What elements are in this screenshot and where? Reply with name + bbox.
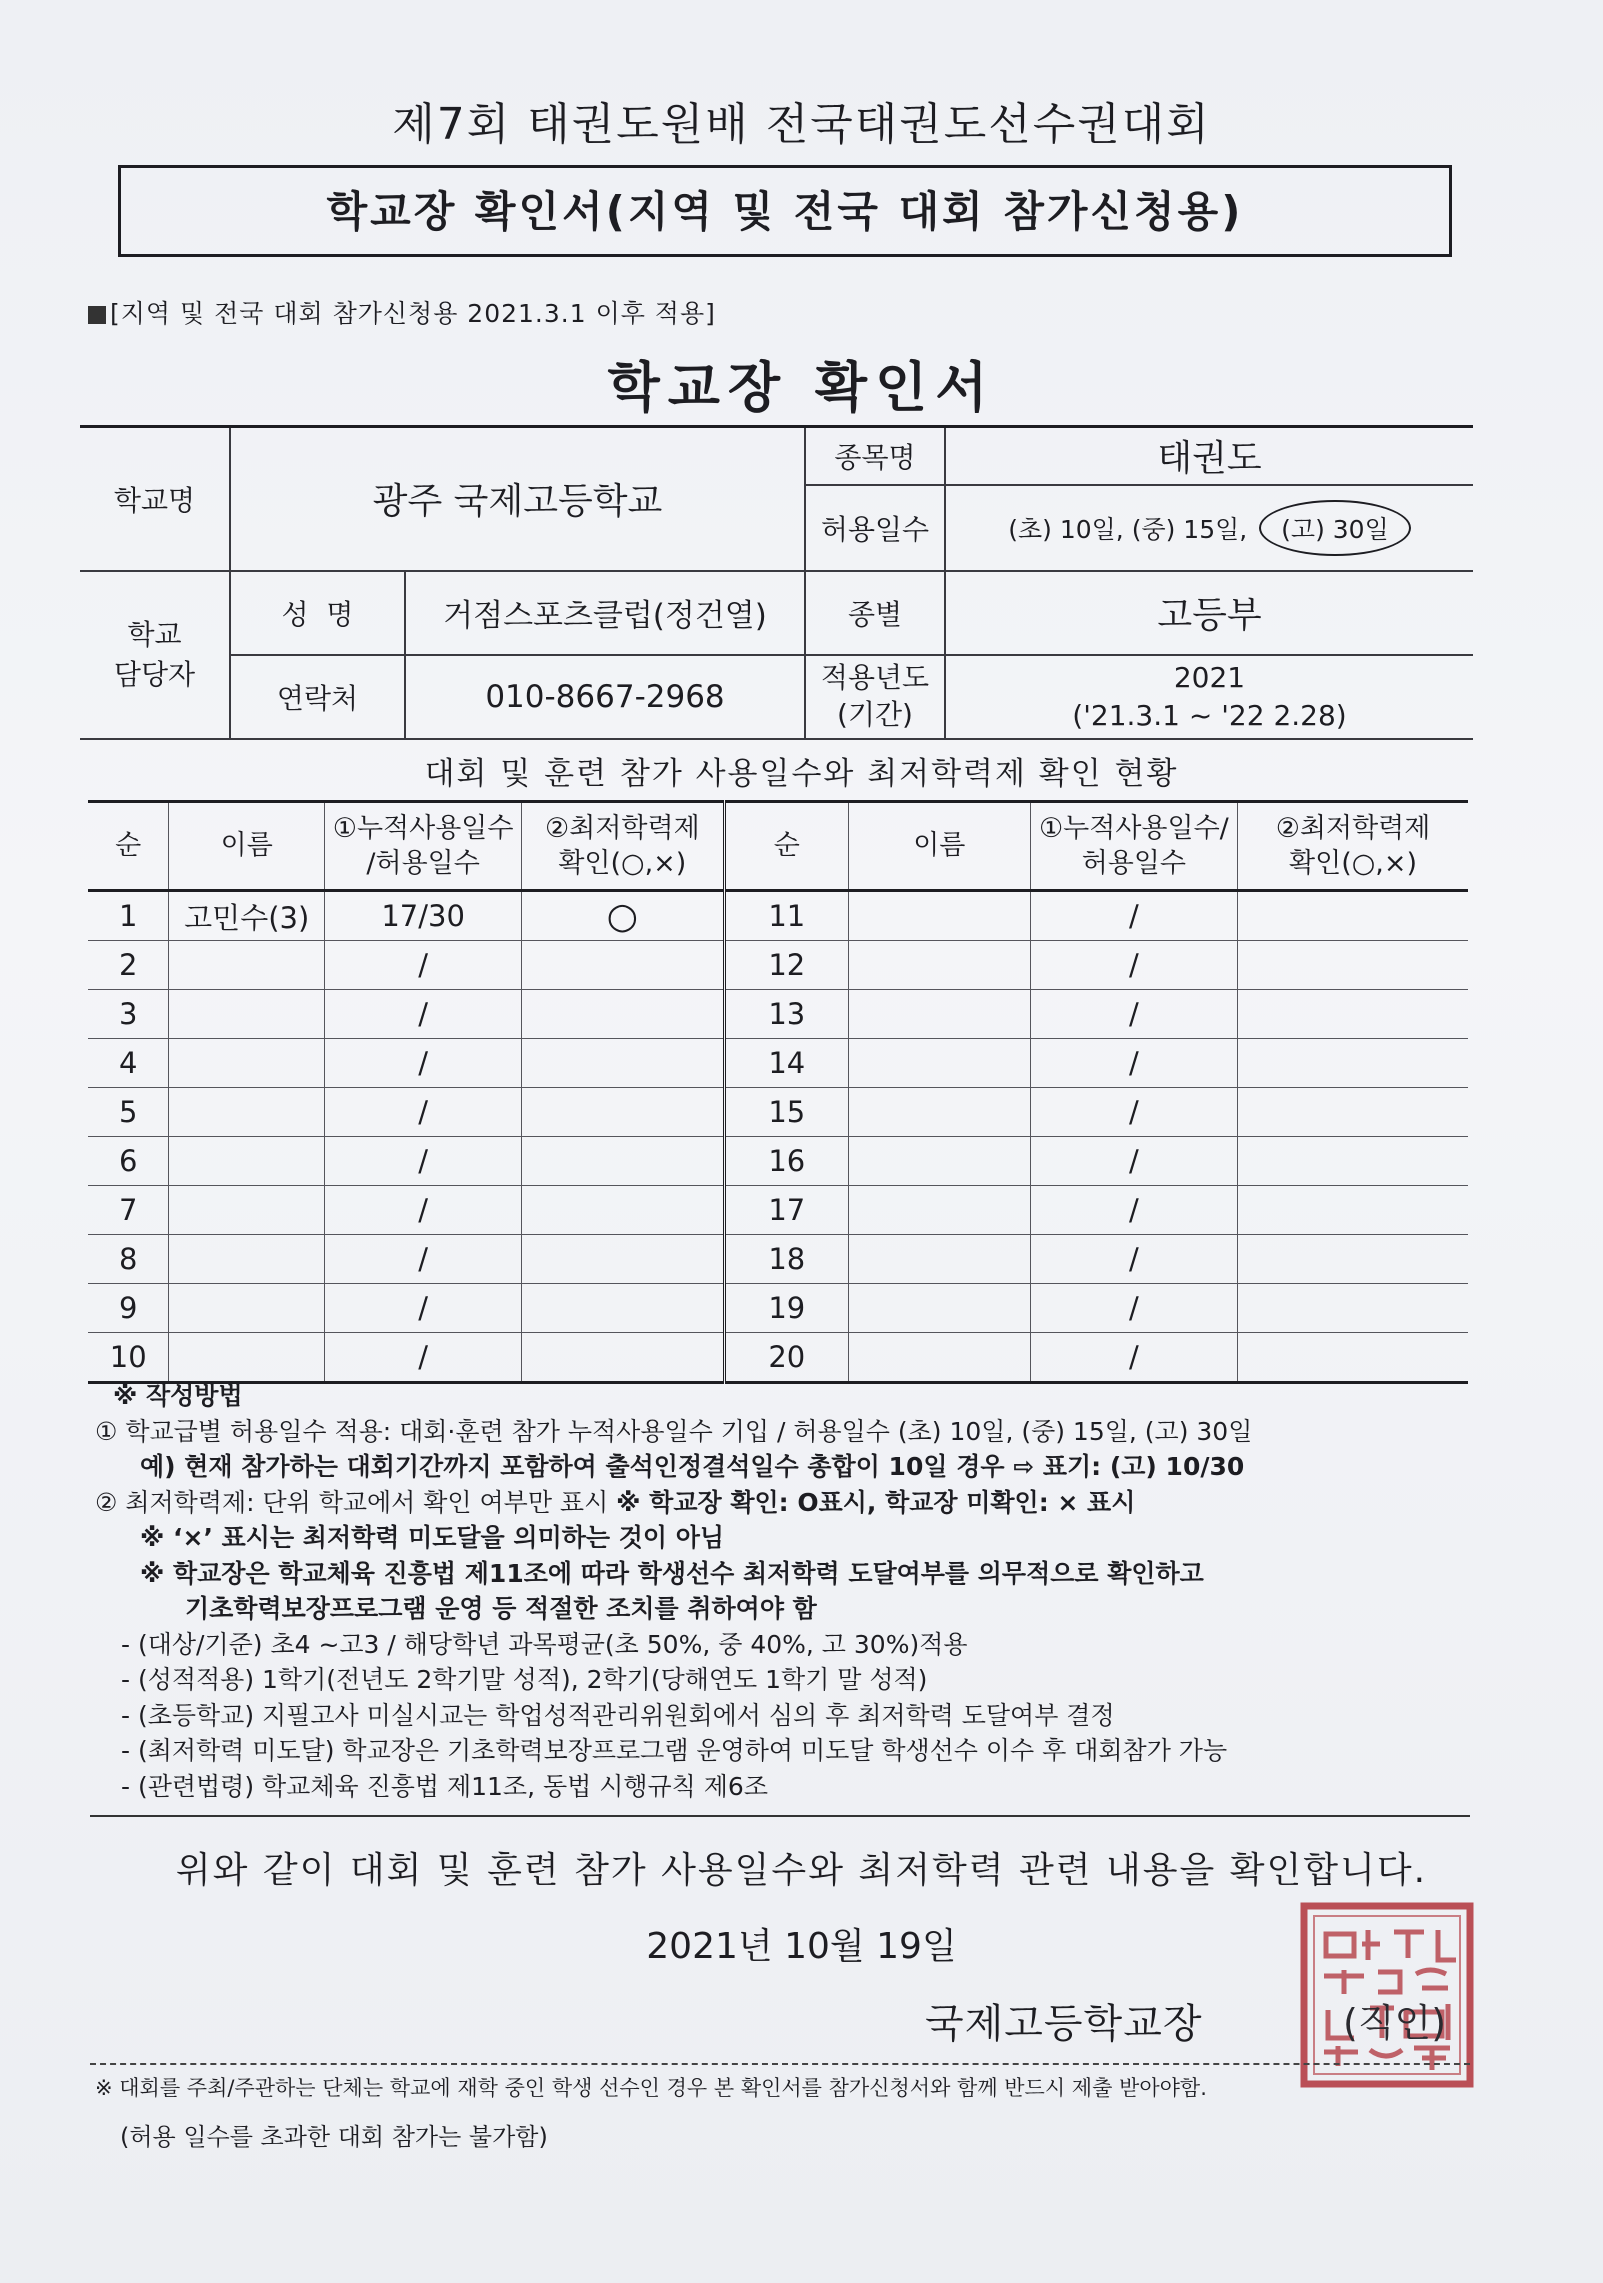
row-no: 15 bbox=[724, 1088, 849, 1137]
row-days: / bbox=[1030, 941, 1238, 990]
table-row bbox=[88, 1333, 1468, 1383]
roster-table bbox=[88, 800, 1468, 1384]
instruction-line bbox=[95, 1485, 1515, 1521]
table-row bbox=[88, 1235, 1468, 1284]
instruction-line: - (관련법령) 학교체육 진흥법 제11조, 동법 시행규칙 제6조 bbox=[121, 1771, 768, 1801]
sport-label: 종목명 bbox=[805, 427, 945, 485]
row-check bbox=[522, 1186, 724, 1235]
row-days: / bbox=[1030, 990, 1238, 1039]
row-no: 3 bbox=[88, 990, 169, 1039]
row-check bbox=[522, 990, 724, 1039]
row-days: / bbox=[325, 1137, 522, 1186]
row-days: / bbox=[325, 1284, 522, 1333]
row-name bbox=[169, 1186, 325, 1235]
row-name bbox=[169, 1088, 325, 1137]
instruction-text-bold: ※ 학교장 확인: O표시, 학교장 미확인: × 표시 bbox=[616, 1487, 1136, 1517]
col-header-days: ①누적사용일수 /허용일수 bbox=[325, 802, 522, 891]
row-name bbox=[849, 1088, 1031, 1137]
row-days: / bbox=[1030, 1333, 1238, 1383]
row-check bbox=[1238, 1235, 1468, 1284]
row-check bbox=[522, 1137, 724, 1186]
instruction-text: ② 최저학력제: 단위 학교에서 확인 여부만 표시 bbox=[95, 1487, 617, 1517]
instruction-line: - (대상/기준) 초4 ~고3 / 해당학년 과목평균(초 50%, 중 40%, 고 30%)적용 bbox=[121, 1629, 968, 1659]
col-header-name: 이름 bbox=[169, 802, 325, 891]
row-check bbox=[1238, 1284, 1468, 1333]
instruction-line: - (성적적용) 1학기(전년도 2학기말 성적), 2학기(당해연도 1학기 말 성적) bbox=[121, 1665, 928, 1694]
divider bbox=[90, 1815, 1470, 1817]
high-school-days-circled: (고) 30일 bbox=[1259, 500, 1411, 556]
person-name-value: 거점스포츠클럽(정건열) bbox=[405, 571, 805, 655]
row-no: 19 bbox=[724, 1284, 849, 1333]
table-row bbox=[88, 1137, 1468, 1186]
row-check bbox=[1238, 1088, 1468, 1137]
row-name bbox=[169, 941, 325, 990]
row-check bbox=[522, 1088, 724, 1137]
row-check bbox=[1238, 1137, 1468, 1186]
row-name bbox=[849, 941, 1031, 990]
row-check bbox=[522, 1235, 724, 1284]
row-check bbox=[522, 1039, 724, 1088]
row-days: / bbox=[1030, 1137, 1238, 1186]
applicability-note-text: [지역 및 전국 대회 참가신청용 2021.3.1 이후 적용] bbox=[110, 299, 716, 328]
instruction-line: ※ ‘×’ 표시는 최저학력 미도달을 의미하는 것이 아님 bbox=[140, 1523, 725, 1552]
row-no: 20 bbox=[724, 1333, 849, 1383]
row-no: 7 bbox=[88, 1186, 169, 1235]
school-name-label: 학교명 bbox=[80, 427, 230, 571]
table-row bbox=[88, 1284, 1468, 1333]
row-check bbox=[1238, 990, 1468, 1039]
row-name bbox=[849, 1235, 1031, 1284]
instructions-heading: ※ 작성방법 bbox=[113, 1381, 243, 1410]
row-days: / bbox=[325, 941, 522, 990]
row-name bbox=[169, 1137, 325, 1186]
division-value: 고등부 bbox=[945, 571, 1473, 655]
footer-note-limit: (허용 일수를 초과한 대회 참가는 불가함) bbox=[120, 2123, 548, 2151]
row-name bbox=[849, 891, 1031, 941]
row-name bbox=[169, 1235, 325, 1284]
col-header-days-right: ①누적사용일수/ 허용일수 bbox=[1030, 802, 1238, 891]
school-name-value: 광주 국제고등학교 bbox=[230, 427, 805, 571]
col-header-check: ②최저학력제 확인(○,×) bbox=[522, 802, 724, 891]
person-name-label: 성 명 bbox=[230, 571, 405, 655]
instruction-line: 예) 현재 참가하는 대회기간까지 포함하여 출석인정결석일수 총합이 10일 경우 ⇨ 표기: (고) 10/30 bbox=[140, 1452, 1245, 1481]
instruction-line: 기초학력보장프로그램 운영 등 적절한 조치를 취하여야 함 bbox=[185, 1594, 817, 1623]
table-row bbox=[88, 1039, 1468, 1088]
row-name bbox=[849, 1137, 1031, 1186]
row-name bbox=[849, 1186, 1031, 1235]
applicability-note bbox=[88, 294, 716, 330]
row-name bbox=[849, 1333, 1031, 1383]
row-name bbox=[169, 1039, 325, 1088]
row-name bbox=[849, 1284, 1031, 1333]
row-check bbox=[522, 1333, 724, 1383]
row-days: / bbox=[325, 1088, 522, 1137]
col-header-name-right: 이름 bbox=[849, 802, 1031, 891]
row-no: 2 bbox=[88, 941, 169, 990]
col-header-no-right: 순 bbox=[724, 802, 849, 891]
row-check bbox=[1238, 1186, 1468, 1235]
table-row bbox=[88, 891, 1468, 941]
date-range-value: ('21.3.1 ~ '22 2.28) bbox=[1072, 698, 1347, 732]
row-no: 4 bbox=[88, 1039, 169, 1088]
row-days: / bbox=[325, 1333, 522, 1383]
row-no: 1 bbox=[88, 891, 169, 941]
instruction-line: - (최저학력 미도달) 학교장은 기초학력보장프로그램 운영하여 미도달 학생선수 이수 후 대회참가 가능 bbox=[121, 1736, 1228, 1765]
row-no: 12 bbox=[724, 941, 849, 990]
row-days: / bbox=[1030, 1284, 1238, 1333]
issue-date: 2021년 10월 19일 bbox=[646, 1926, 957, 1967]
division-label: 종별 bbox=[805, 571, 945, 655]
confirmation-statement: 위와 같이 대회 및 훈련 참가 사용일수와 최저학력 관련 내용을 확인합니다. bbox=[175, 1850, 1428, 1891]
allowed-days-value bbox=[945, 485, 1473, 571]
row-no: 8 bbox=[88, 1235, 169, 1284]
row-name bbox=[849, 990, 1031, 1039]
row-no: 9 bbox=[88, 1284, 169, 1333]
row-no: 6 bbox=[88, 1137, 169, 1186]
row-no: 13 bbox=[724, 990, 849, 1039]
row-no: 10 bbox=[88, 1333, 169, 1383]
row-check bbox=[1238, 1039, 1468, 1088]
row-check bbox=[1238, 1333, 1468, 1383]
instruction-line: ※ 학교장은 학교체육 진흥법 제11조에 따라 학생선수 최저학력 도달여부를 의무적으로 확인하고 bbox=[140, 1558, 1204, 1588]
row-days: / bbox=[1030, 1088, 1238, 1137]
row-check: ○ bbox=[522, 891, 724, 941]
table-row bbox=[88, 941, 1468, 990]
row-days: / bbox=[1030, 891, 1238, 941]
sport-value: 태권도 bbox=[945, 427, 1473, 485]
table-row bbox=[88, 990, 1468, 1039]
table-row bbox=[88, 1186, 1468, 1235]
col-header-check-right: ②최저학력제 확인(○,×) bbox=[1238, 802, 1468, 891]
row-no: 11 bbox=[724, 891, 849, 941]
allowed-days-label: 허용일수 bbox=[805, 485, 945, 571]
form-title-box: 학교장 확인서(지역 및 전국 대회 참가신청용) bbox=[118, 165, 1452, 257]
row-days: / bbox=[1030, 1039, 1238, 1088]
allowed-days-text: (초) 10일, (중) 15일, bbox=[1008, 514, 1248, 544]
year-value: 2021 bbox=[1173, 660, 1246, 694]
period-value bbox=[945, 655, 1473, 739]
row-name bbox=[169, 1333, 325, 1383]
row-check bbox=[1238, 891, 1468, 941]
contest-title: 제7회 태권도원배 전국태권도선수권대회 bbox=[392, 99, 1211, 150]
row-days: / bbox=[1030, 1186, 1238, 1235]
principal-name: 국제고등학교장 bbox=[925, 2001, 1203, 2047]
footer-note: ※ 대회를 주최/주관하는 단체는 학교에 재학 중인 학생 선수인 경우 본 확인서를 참가신청서와 함께 반드시 제출 받아야함. bbox=[95, 2076, 1207, 2100]
row-days: / bbox=[325, 1039, 522, 1088]
row-name bbox=[169, 1284, 325, 1333]
row-no: 17 bbox=[724, 1186, 849, 1235]
row-check bbox=[522, 941, 724, 990]
col-header-no: 순 bbox=[88, 802, 169, 891]
phone-label: 연락처 bbox=[230, 655, 405, 739]
table-row bbox=[88, 1088, 1468, 1137]
row-no: 14 bbox=[724, 1039, 849, 1088]
period-label: 적용년도 (기간) bbox=[805, 655, 945, 739]
contact-person-label: 학교 담당자 bbox=[80, 571, 230, 739]
row-no: 5 bbox=[88, 1088, 169, 1137]
square-bullet-icon bbox=[88, 306, 106, 324]
row-days: 17/30 bbox=[325, 891, 522, 941]
row-days: / bbox=[1030, 1235, 1238, 1284]
row-name: 고민수(3) bbox=[169, 891, 325, 941]
row-days: / bbox=[325, 990, 522, 1039]
row-check bbox=[1238, 941, 1468, 990]
row-no: 16 bbox=[724, 1137, 849, 1186]
row-days: / bbox=[325, 1186, 522, 1235]
phone-value: 010-8667-2968 bbox=[405, 655, 805, 739]
row-name bbox=[849, 1039, 1031, 1088]
school-info-table bbox=[80, 425, 1473, 740]
instruction-line: - (초등학교) 지필고사 미실시교는 학업성적관리위원회에서 심의 후 최저학력 도달여부 결정 bbox=[121, 1700, 1115, 1730]
page-title: 학교장 확인서 bbox=[607, 356, 996, 419]
row-check bbox=[522, 1284, 724, 1333]
seal-label: (직인) bbox=[1343, 2001, 1447, 2045]
divider bbox=[90, 2063, 1470, 2065]
instructions bbox=[95, 1378, 1515, 1804]
instruction-line: ① 학교급별 허용일수 적용: 대회·훈련 참가 누적사용일수 기입 / 허용일수 (초) 10일, (중) 15일, (고) 30일 bbox=[95, 1416, 1253, 1446]
section-title: 대회 및 훈련 참가 사용일수와 최저학력제 확인 현황 bbox=[424, 756, 1179, 792]
row-no: 18 bbox=[724, 1235, 849, 1284]
row-name bbox=[169, 990, 325, 1039]
row-days: / bbox=[325, 1235, 522, 1284]
